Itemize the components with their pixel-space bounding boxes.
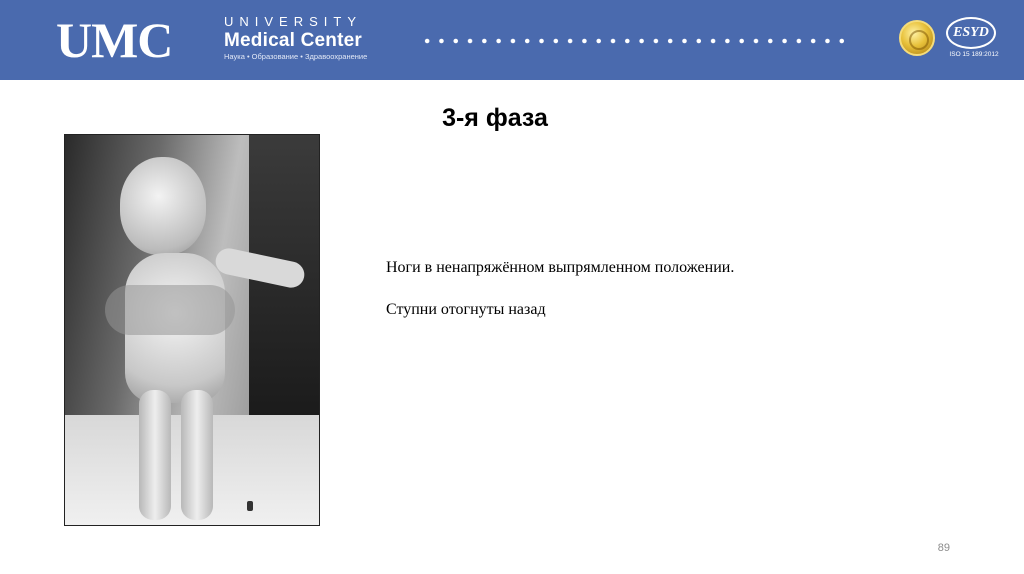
slide-title: 3-я фаза	[442, 104, 548, 132]
infant-right-leg	[181, 390, 213, 520]
esyd-badge: ESYD	[946, 17, 996, 49]
logo-medical-center-text: Medical Center	[224, 30, 362, 51]
supporting-hands	[105, 285, 235, 335]
infant-head	[120, 157, 206, 255]
photo-watermark-icon	[255, 499, 315, 515]
slide-header	[0, 0, 1024, 80]
infant-photo	[64, 134, 320, 526]
infant-left-leg	[139, 390, 171, 520]
gold-seal-icon	[899, 20, 935, 56]
body-line-2: Ступни отогнуты назад	[386, 301, 546, 318]
logo-slogan-text: Наука • Образование • Здравоохранение	[224, 52, 368, 61]
page-number: 89	[937, 542, 950, 554]
slide-body	[386, 258, 886, 342]
body-line-1: Ноги в ненапряжённом выпрямленном положении.	[386, 259, 735, 276]
umc-logo	[56, 14, 172, 66]
iso-label: ISO 15 189:2012	[949, 51, 999, 58]
logo-wordmark	[224, 14, 394, 62]
logo-mark-text: UMC	[56, 12, 173, 68]
header-dots-divider	[420, 38, 850, 44]
logo-university-text: UNIVERSITY	[224, 14, 363, 29]
